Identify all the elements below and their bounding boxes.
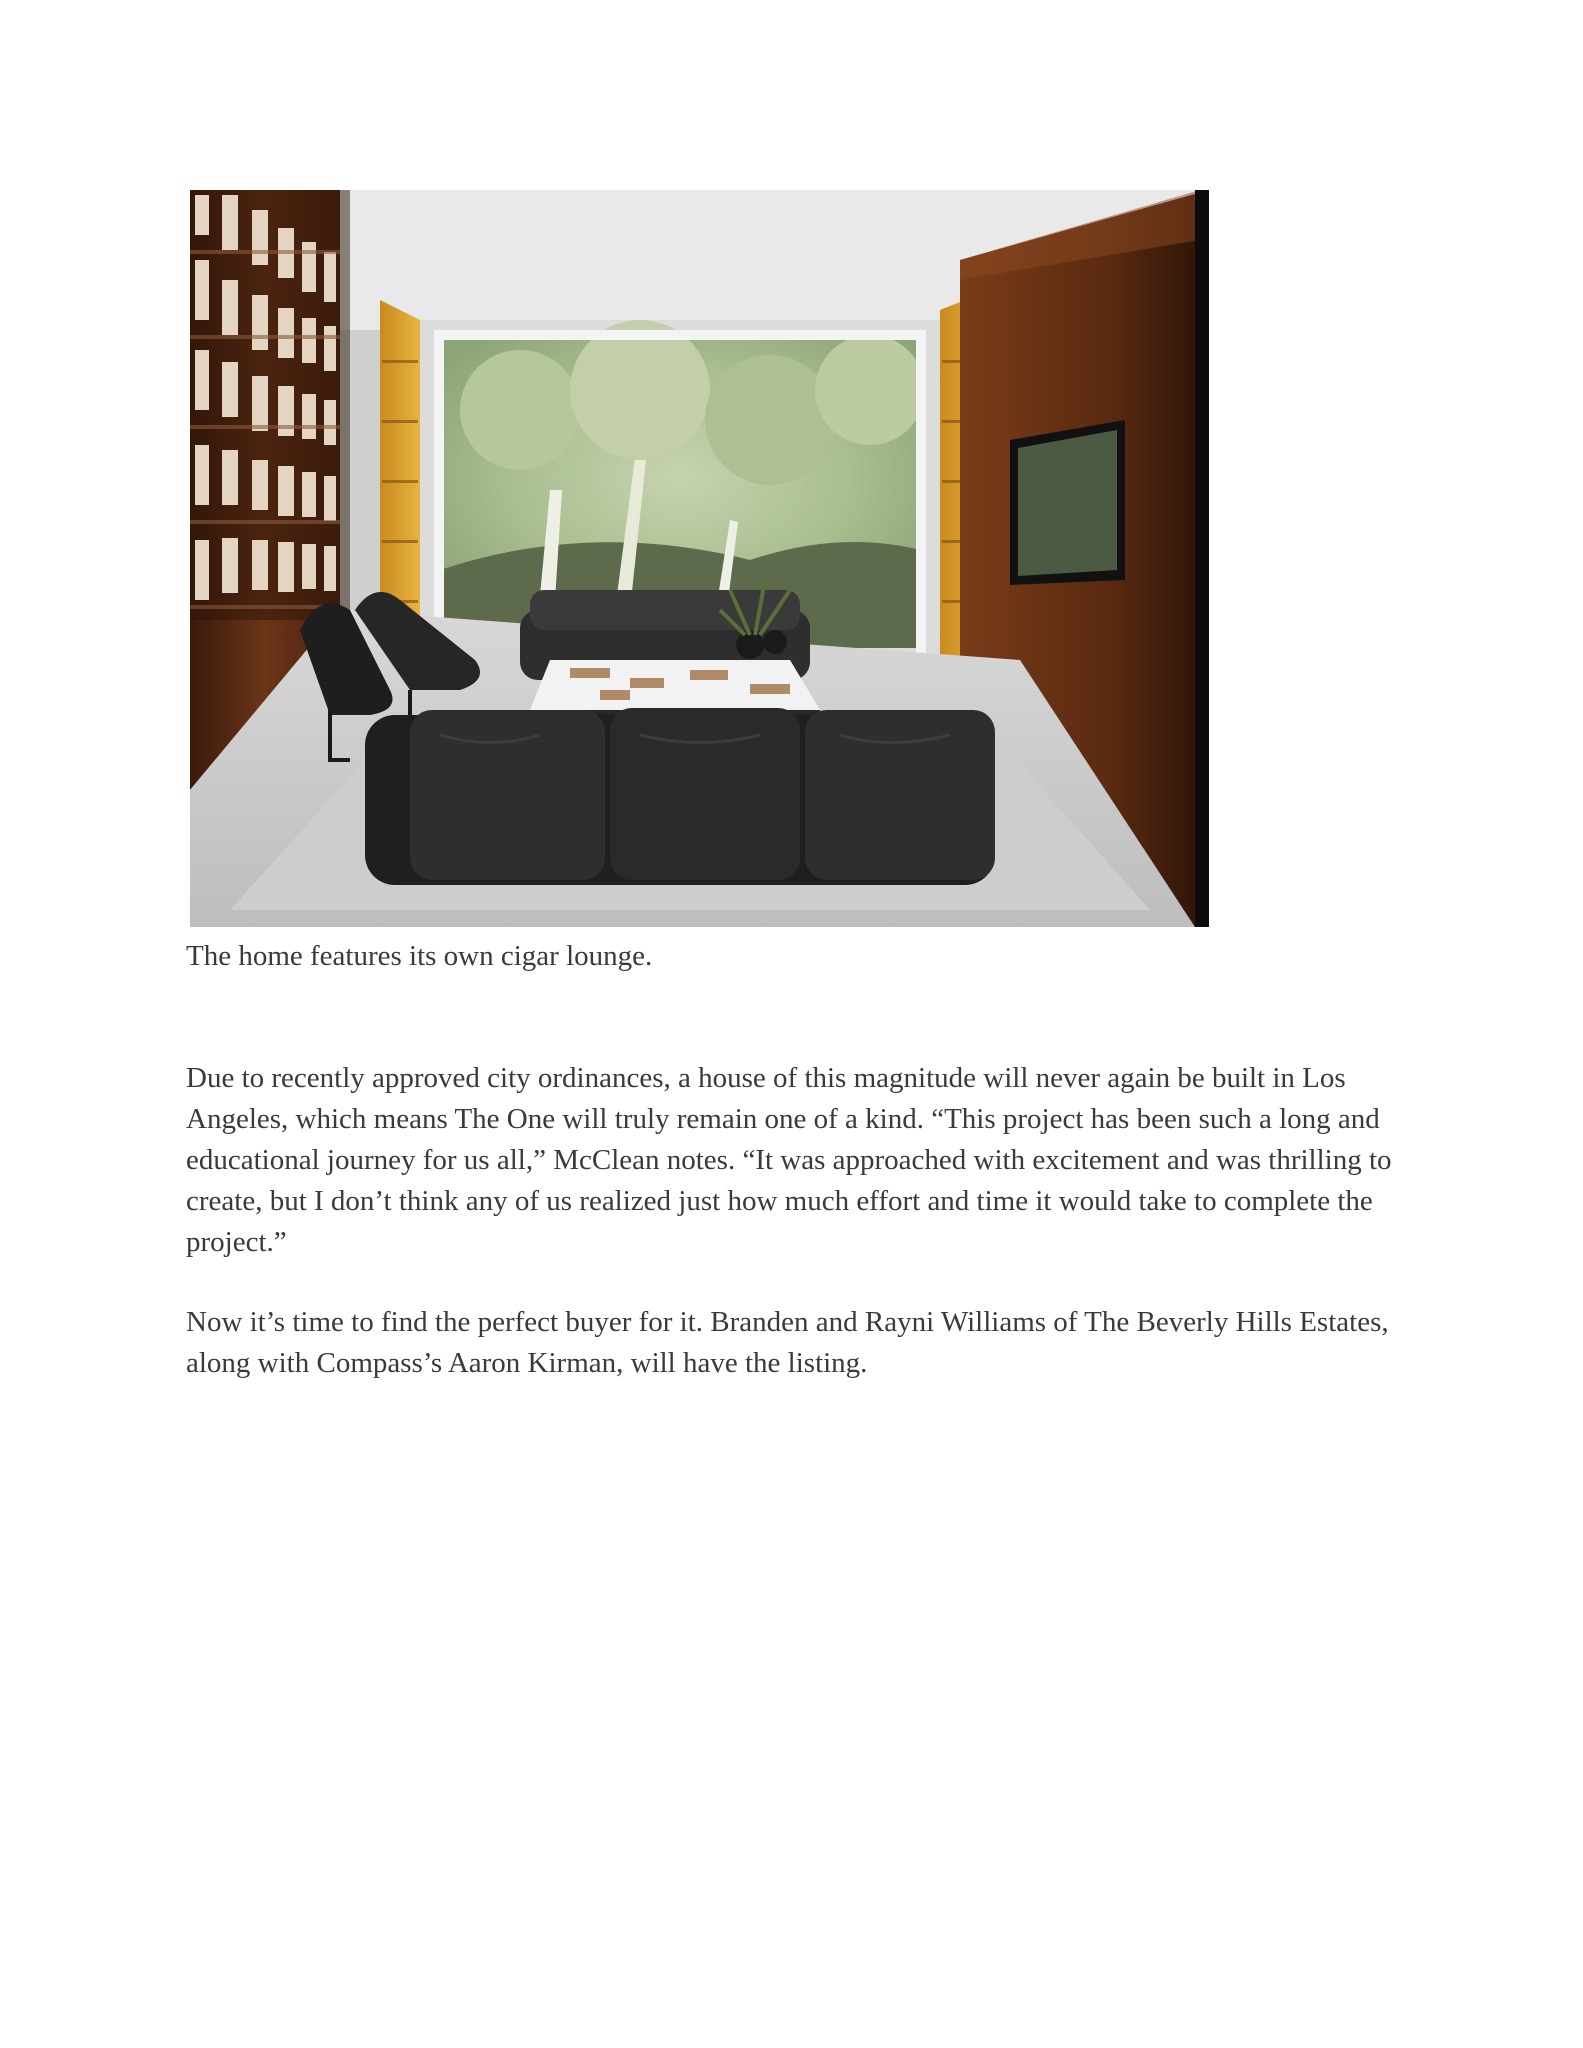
- body-paragraph-2: Now it’s time to find the perfect buyer for it. Branden and Rayni Williams of The Beverly Hills Estates, along with Compass’s Aaron Kirman, will have the listing.: [186, 1306, 1389, 1379]
- cigar-lounge-photo: [190, 190, 1209, 927]
- photo-caption: The home features its own cigar lounge.: [186, 940, 653, 972]
- body-paragraph-1: Due to recently approved city ordinances, a house of this magnitude will never again be built in Los Angeles, which means The One will truly remain one of a kind. “This project has been such a long and educational journey for us all,” McClean notes. “It was approached with excitement and was thrilling to create, but I don’t think any of us realized just how much effort and time it would take to complete the project.”: [186, 1062, 1392, 1258]
